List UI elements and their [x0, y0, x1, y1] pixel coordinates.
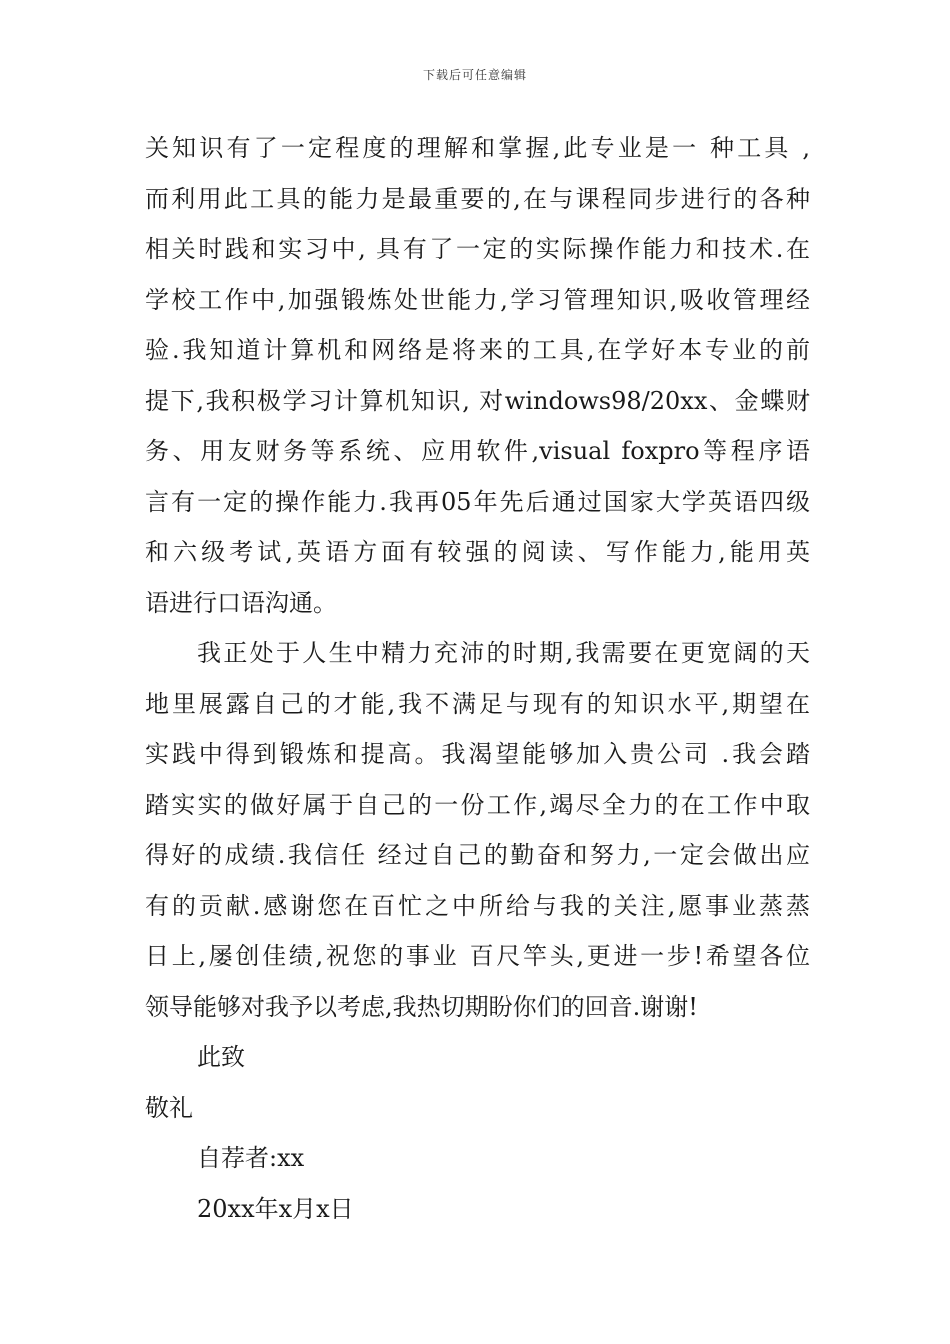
letter-body: [145, 128, 810, 1239]
paragraph-2: [145, 633, 810, 1037]
text-line: 实践中得到锻炼和提高。我渴望能够加入贵公司 .我会踏: [145, 740, 810, 768]
text-line: 我正处于人生中精力充沛的时期,我需要在更宽阔的天: [197, 639, 810, 667]
paragraph-1: [145, 128, 810, 633]
text-line: 而利用此工具的能力是最重要的,在与课程同步进行的各种: [145, 184, 810, 213]
text-line: 和六级考试,英语方面有较强的阅读、写作能力,能用英: [145, 538, 810, 566]
page-header: 下载后可任意编辑: [422, 68, 527, 82]
signature: 自荐者:xx: [197, 1144, 305, 1172]
text-line: 语进行口语沟通。: [145, 588, 337, 617]
text-line: 地里展露自己的才能,我不满足与现有的知识水平,期望在: [145, 689, 810, 718]
text-line: 提下,我积极学习计算机知识, 对windows98/20xx、金蝶财: [145, 386, 810, 415]
letter-date: 20xx年x月x日: [197, 1194, 354, 1223]
text-line: 相关时践和实习中, 具有了一定的实际操作能力和技术.在: [145, 235, 810, 263]
text-line: 日上,屡创佳绩,祝您的事业 百尺竿头,更进一步!希望各位: [145, 942, 810, 970]
salutation: 此致: [197, 1043, 245, 1071]
text-line: 领导能够对我予以考虑,我热切期盼你们的回音.谢谢!: [145, 992, 698, 1021]
text-line: 关知识有了一定程度的理解和掌握,此专业是一 种工具 ,: [145, 134, 810, 162]
text-line: 得好的成绩.我信任 经过自己的勤奋和努力,一定会做出应: [145, 841, 810, 869]
text-line: 务、用友财务等系统、应用软件,visual foxpro等程序语: [145, 437, 810, 465]
text-line: 言有一定的操作能力.我再05年先后通过国家大学英语四级: [145, 487, 810, 516]
text-line: 有的贡献.感谢您在百忙之中所给与我的关注,愿事业蒸蒸: [145, 891, 810, 920]
letter-closing: [145, 1037, 810, 1239]
text-line: 学校工作中,加强锻炼处世能力,学习管理知识,吸收管理经: [145, 285, 810, 314]
text-line: 验.我知道计算机和网络是将来的工具,在学好本专业的前: [145, 336, 810, 364]
text-line: 踏实实的做好属于自己的一份工作,竭尽全力的在工作中取: [145, 790, 810, 819]
regards: 敬礼: [145, 1093, 193, 1122]
